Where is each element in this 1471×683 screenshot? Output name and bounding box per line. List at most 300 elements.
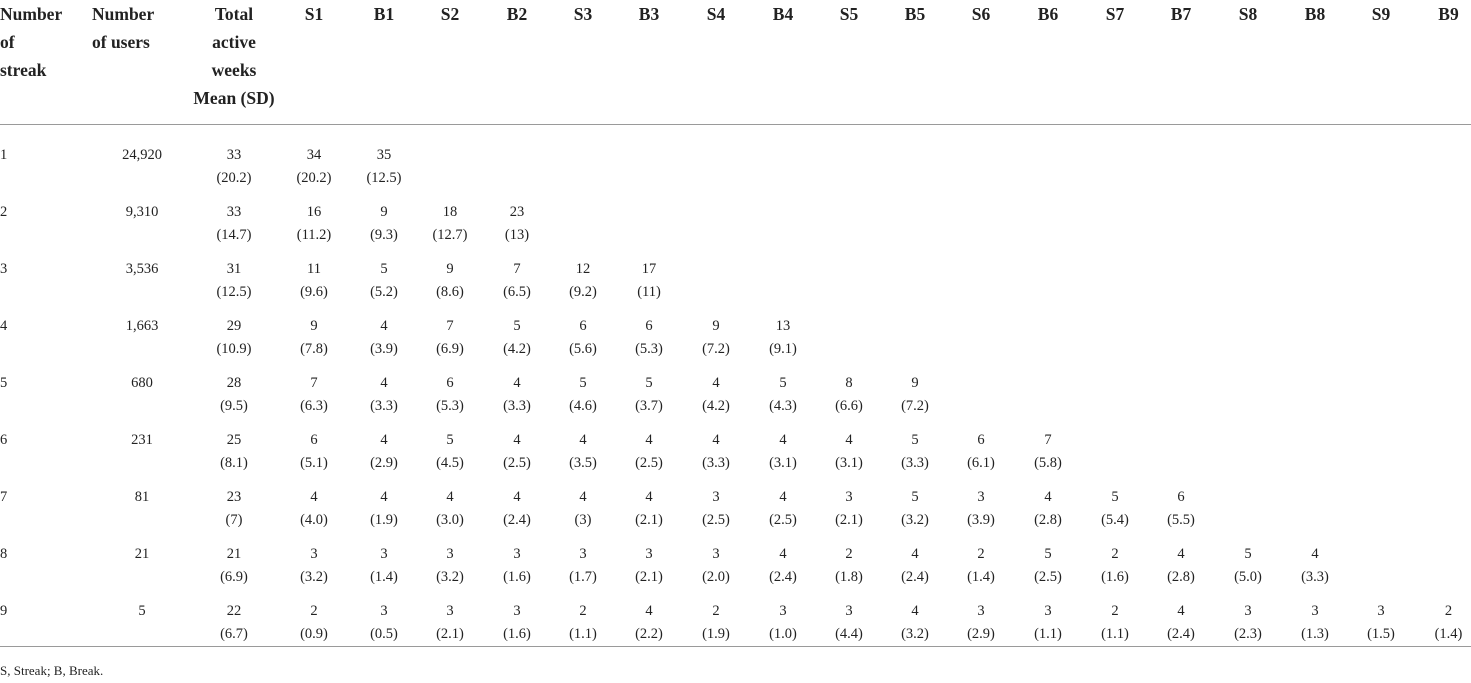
value-cell	[1348, 415, 1414, 472]
column-header-line: Number	[0, 4, 63, 24]
value-cell	[1014, 125, 1082, 188]
mean-value: 4	[779, 546, 787, 562]
value-cell	[1282, 125, 1348, 188]
mean-value: 4	[446, 489, 454, 505]
value-cell	[192, 529, 276, 586]
value-cell	[192, 358, 276, 415]
value-cell	[682, 472, 750, 529]
value-cell	[484, 187, 550, 244]
value-cell	[882, 415, 948, 472]
mean-value: 7	[310, 375, 318, 391]
mean-value: 3	[1377, 603, 1385, 619]
sd-value: (7.2)	[702, 341, 730, 357]
sd-value: (1.3)	[1301, 626, 1329, 642]
sd-value: (3.9)	[967, 512, 995, 528]
sd-value: (2.8)	[1167, 569, 1195, 585]
value-cell	[416, 415, 484, 472]
value-cell	[416, 529, 484, 586]
mean-value: 2	[845, 546, 853, 562]
mean-value: 9	[310, 318, 318, 334]
sd-value: (5.4)	[1101, 512, 1129, 528]
value-cell	[484, 125, 550, 188]
value-cell	[1082, 125, 1148, 188]
value-cell	[1148, 187, 1214, 244]
value-cell	[1148, 472, 1214, 529]
table-row	[0, 472, 1471, 529]
streak-number: 2	[0, 204, 8, 220]
streak-number-cell	[0, 415, 92, 472]
mean-value: 13	[775, 318, 791, 334]
streak-number-cell	[0, 586, 92, 647]
mean-value: 5	[380, 261, 388, 277]
sd-value: (3.3)	[503, 398, 531, 414]
value-cell	[1282, 529, 1348, 586]
value-cell	[1082, 358, 1148, 415]
value-cell	[1282, 301, 1348, 358]
mean-value: 5	[579, 375, 587, 391]
value-cell	[352, 529, 416, 586]
user-count: 680	[131, 375, 153, 391]
column-header	[416, 0, 484, 125]
sd-value: (4.6)	[569, 398, 597, 414]
sd-value: (3)	[574, 512, 592, 528]
sd-value: (5.0)	[1234, 569, 1262, 585]
sd-value: (6.7)	[220, 626, 248, 642]
streak-number: 3	[0, 261, 8, 277]
value-cell	[948, 586, 1014, 647]
value-cell	[682, 529, 750, 586]
column-header	[616, 0, 682, 125]
value-cell	[682, 187, 750, 244]
mean-value: 3	[310, 546, 318, 562]
column-header-line: S9	[1371, 4, 1391, 24]
mean-value: 2	[1111, 603, 1119, 619]
sd-value: (3.2)	[300, 569, 328, 585]
mean-value: 34	[306, 147, 322, 163]
value-cell	[1214, 529, 1282, 586]
mean-value: 4	[1177, 603, 1185, 619]
value-cell	[1414, 125, 1471, 188]
column-header-line: of	[0, 32, 15, 52]
mean-value: 2	[579, 603, 587, 619]
value-cell	[192, 244, 276, 301]
sd-value: (4.4)	[835, 626, 863, 642]
value-cell	[192, 187, 276, 244]
mean-value: 3	[579, 546, 587, 562]
mean-value: 3	[380, 546, 388, 562]
value-cell	[882, 472, 948, 529]
value-cell	[682, 358, 750, 415]
sd-value: (12.7)	[432, 227, 468, 243]
mean-value: 5	[645, 375, 653, 391]
value-cell	[882, 358, 948, 415]
value-cell	[276, 586, 352, 647]
value-cell	[484, 358, 550, 415]
value-cell	[1082, 529, 1148, 586]
sd-value: (3.2)	[901, 626, 929, 642]
column-header-line: B6	[1037, 4, 1059, 24]
value-cell	[550, 301, 616, 358]
sd-value: (3.3)	[1301, 569, 1329, 585]
column-header	[352, 0, 416, 125]
column-header-line: B9	[1438, 4, 1459, 24]
value-cell	[1214, 358, 1282, 415]
column-header	[484, 0, 550, 125]
column-header	[276, 0, 352, 125]
value-cell	[484, 529, 550, 586]
value-cell	[1014, 472, 1082, 529]
sd-value: (6.9)	[220, 569, 248, 585]
value-cell	[550, 244, 616, 301]
value-cell	[750, 187, 816, 244]
mean-value: 12	[575, 261, 591, 277]
value-cell	[948, 529, 1014, 586]
sd-value: (1.4)	[1434, 626, 1463, 642]
value-cell	[550, 358, 616, 415]
value-cell	[816, 472, 882, 529]
sd-value: (4.2)	[702, 398, 730, 414]
mean-value: 4	[1044, 489, 1052, 505]
value-cell	[1282, 358, 1348, 415]
value-cell	[750, 244, 816, 301]
value-cell	[192, 586, 276, 647]
sd-value: (1.1)	[1034, 626, 1062, 642]
streak-number: 6	[0, 432, 8, 448]
user-count-cell	[92, 187, 192, 244]
value-cell	[550, 529, 616, 586]
value-cell	[352, 472, 416, 529]
table-row	[0, 187, 1471, 244]
mean-value: 4	[779, 432, 787, 448]
mean-value: 33	[226, 147, 242, 163]
mean-value: 4	[779, 489, 787, 505]
value-cell	[616, 415, 682, 472]
mean-value: 23	[226, 489, 242, 505]
value-cell	[1082, 244, 1148, 301]
mean-value: 31	[226, 261, 242, 277]
value-cell	[1082, 415, 1148, 472]
value-cell	[192, 301, 276, 358]
sd-value: (2.5)	[769, 512, 797, 528]
sd-value: (12.5)	[366, 170, 402, 186]
sd-value: (3.3)	[901, 455, 929, 471]
value-cell	[816, 529, 882, 586]
value-cell	[1014, 244, 1082, 301]
streak-number: 5	[0, 375, 8, 391]
sd-value: (9.6)	[300, 284, 328, 300]
value-cell	[682, 301, 750, 358]
mean-value: 9	[712, 318, 720, 334]
mean-value: 5	[1244, 546, 1252, 562]
value-cell	[816, 301, 882, 358]
mean-value: 5	[513, 318, 521, 334]
mean-value: 4	[911, 546, 919, 562]
value-cell	[276, 415, 352, 472]
value-cell	[1148, 415, 1214, 472]
sd-value: (2.5)	[1034, 569, 1062, 585]
sd-value: (3.2)	[901, 512, 929, 528]
mean-value: 2	[977, 546, 985, 562]
value-cell	[484, 244, 550, 301]
user-count-cell	[92, 529, 192, 586]
mean-value: 4	[1311, 546, 1319, 562]
column-header	[682, 0, 750, 125]
value-cell	[750, 125, 816, 188]
value-cell	[882, 187, 948, 244]
mean-value: 4	[911, 603, 919, 619]
mean-value: 6	[310, 432, 318, 448]
value-cell	[616, 358, 682, 415]
sd-value: (8.6)	[436, 284, 464, 300]
value-cell	[352, 415, 416, 472]
column-header	[550, 0, 616, 125]
value-cell	[550, 415, 616, 472]
streak-number-cell	[0, 125, 92, 188]
sd-value: (6.1)	[967, 455, 995, 471]
sd-value: (1.4)	[370, 569, 398, 585]
value-cell	[882, 586, 948, 647]
value-cell	[882, 244, 948, 301]
streak-number-cell	[0, 187, 92, 244]
table-body	[0, 125, 1471, 647]
value-cell	[1014, 415, 1082, 472]
column-header	[1282, 0, 1348, 125]
mean-value: 18	[442, 204, 458, 220]
value-cell	[1214, 415, 1282, 472]
sd-value: (3.9)	[370, 341, 398, 357]
mean-value: 23	[509, 204, 525, 220]
column-header	[750, 0, 816, 125]
value-cell	[1414, 187, 1471, 244]
mean-value: 4	[712, 375, 720, 391]
column-header-line: S3	[573, 4, 593, 24]
value-cell	[750, 472, 816, 529]
mean-value: 6	[446, 375, 454, 391]
column-header	[0, 0, 92, 125]
mean-value: 3	[1311, 603, 1319, 619]
mean-value: 2	[1111, 546, 1119, 562]
mean-value: 4	[712, 432, 720, 448]
sd-value: (9.5)	[220, 398, 248, 414]
column-header	[1148, 0, 1214, 125]
value-cell	[616, 125, 682, 188]
column-header-line: S5	[839, 4, 859, 24]
sd-value: (5.8)	[1034, 455, 1062, 471]
value-cell	[882, 125, 948, 188]
streak-number: 8	[0, 546, 8, 562]
user-count: 1,663	[125, 318, 159, 334]
mean-value: 3	[446, 546, 454, 562]
mean-value: 4	[579, 489, 587, 505]
mean-value: 3	[513, 546, 521, 562]
mean-value: 17	[641, 261, 657, 277]
value-cell	[1082, 472, 1148, 529]
mean-value: 7	[513, 261, 521, 277]
mean-value: 4	[645, 432, 653, 448]
sd-value: (9.2)	[569, 284, 597, 300]
streak-number-cell	[0, 529, 92, 586]
value-cell	[1214, 472, 1282, 529]
value-cell	[1348, 187, 1414, 244]
value-cell	[750, 358, 816, 415]
sd-value: (2.4)	[769, 569, 797, 585]
mean-value: 5	[1044, 546, 1052, 562]
value-cell	[750, 529, 816, 586]
value-cell	[682, 244, 750, 301]
sd-value: (1.8)	[835, 569, 863, 585]
value-cell	[276, 529, 352, 586]
column-header-line: S4	[706, 4, 726, 24]
mean-value: 3	[845, 489, 853, 505]
value-cell	[276, 125, 352, 188]
table-footnote: S, Streak; B, Break.	[0, 663, 104, 678]
sd-value: (3.2)	[436, 569, 464, 585]
sd-value: (3.5)	[569, 455, 597, 471]
value-cell	[416, 244, 484, 301]
value-cell	[416, 586, 484, 647]
sd-value: (2.5)	[702, 512, 730, 528]
value-cell	[484, 301, 550, 358]
value-cell	[816, 358, 882, 415]
column-header	[1348, 0, 1414, 125]
streak-number-cell	[0, 244, 92, 301]
value-cell	[276, 187, 352, 244]
column-header-line: streak	[0, 60, 47, 80]
mean-value: 3	[977, 603, 985, 619]
value-cell	[816, 187, 882, 244]
mean-value: 2	[1444, 603, 1453, 619]
value-cell	[948, 301, 1014, 358]
mean-value: 4	[845, 432, 853, 448]
value-cell	[1014, 586, 1082, 647]
mean-value: 25	[226, 432, 242, 448]
value-cell	[550, 472, 616, 529]
user-count-cell	[92, 301, 192, 358]
value-cell	[1014, 358, 1082, 415]
sd-value: (4.3)	[769, 398, 797, 414]
column-header-line: B8	[1304, 4, 1326, 24]
sd-value: (20.2)	[216, 170, 252, 186]
value-cell	[1282, 187, 1348, 244]
mean-value: 3	[446, 603, 454, 619]
column-header	[1214, 0, 1282, 125]
value-cell	[882, 529, 948, 586]
mean-value: 4	[645, 489, 653, 505]
mean-value: 6	[1177, 489, 1185, 505]
column-header	[882, 0, 948, 125]
value-cell	[484, 472, 550, 529]
value-cell	[416, 472, 484, 529]
mean-value: 5	[1111, 489, 1119, 505]
value-cell	[1282, 244, 1348, 301]
value-cell	[948, 187, 1014, 244]
value-cell	[1414, 301, 1471, 358]
sd-value: (2.3)	[1234, 626, 1262, 642]
value-cell	[1082, 586, 1148, 647]
value-cell	[1282, 415, 1348, 472]
column-header-line: S1	[304, 4, 324, 24]
mean-value: 4	[513, 375, 521, 391]
value-cell	[1014, 187, 1082, 244]
sd-value: (0.5)	[370, 626, 398, 642]
value-cell	[1348, 125, 1414, 188]
value-cell	[1348, 358, 1414, 415]
value-cell	[682, 586, 750, 647]
value-cell	[352, 586, 416, 647]
mean-value: 4	[513, 432, 521, 448]
value-cell	[1348, 472, 1414, 529]
mean-value: 4	[380, 489, 388, 505]
column-header	[1014, 0, 1082, 125]
value-cell	[550, 187, 616, 244]
sd-value: (1.6)	[503, 569, 531, 585]
value-cell	[1014, 301, 1082, 358]
mean-value: 6	[977, 432, 985, 448]
sd-value: (12.5)	[216, 284, 252, 300]
mean-value: 9	[446, 261, 454, 277]
value-cell	[550, 125, 616, 188]
mean-value: 3	[380, 603, 388, 619]
sd-value: (8.1)	[220, 455, 248, 471]
user-count-cell	[92, 358, 192, 415]
sd-value: (9.3)	[370, 227, 398, 243]
mean-value: 4	[310, 489, 318, 505]
value-cell	[1414, 529, 1471, 586]
value-cell	[1214, 187, 1282, 244]
mean-value: 3	[977, 489, 985, 505]
mean-value: 8	[845, 375, 853, 391]
sd-value: (6.5)	[503, 284, 531, 300]
value-cell	[1148, 358, 1214, 415]
mean-value: 4	[380, 318, 388, 334]
value-cell	[816, 125, 882, 188]
value-cell	[1348, 586, 1414, 647]
column-header-line: S2	[440, 4, 460, 24]
mean-value: 6	[579, 318, 587, 334]
sd-value: (20.2)	[296, 170, 332, 186]
value-cell	[616, 301, 682, 358]
mean-value: 3	[779, 603, 787, 619]
sd-value: (5.1)	[300, 455, 328, 471]
value-cell	[616, 529, 682, 586]
sd-value: (0.9)	[300, 626, 328, 642]
mean-value: 2	[712, 603, 720, 619]
column-header-line: S8	[1238, 4, 1258, 24]
value-cell	[1082, 187, 1148, 244]
mean-value: 33	[226, 204, 242, 220]
column-header-line: B5	[904, 4, 926, 24]
sd-value: (7.8)	[300, 341, 328, 357]
sd-value: (4.5)	[436, 455, 464, 471]
sd-value: (2.9)	[370, 455, 398, 471]
user-count: 24,920	[122, 147, 162, 163]
sd-value: (2.0)	[702, 569, 730, 585]
mean-value: 4	[1177, 546, 1185, 562]
value-cell	[192, 125, 276, 188]
value-cell	[1348, 301, 1414, 358]
value-cell	[416, 125, 484, 188]
column-header-line: B2	[506, 4, 528, 24]
value-cell	[816, 586, 882, 647]
mean-value: 5	[779, 375, 787, 391]
sd-value: (2.8)	[1034, 512, 1062, 528]
value-cell	[484, 586, 550, 647]
streak-number: 4	[0, 318, 8, 334]
table-row	[0, 529, 1471, 586]
mean-value: 5	[911, 489, 919, 505]
mean-value: 6	[645, 318, 653, 334]
header-row	[0, 0, 1471, 125]
